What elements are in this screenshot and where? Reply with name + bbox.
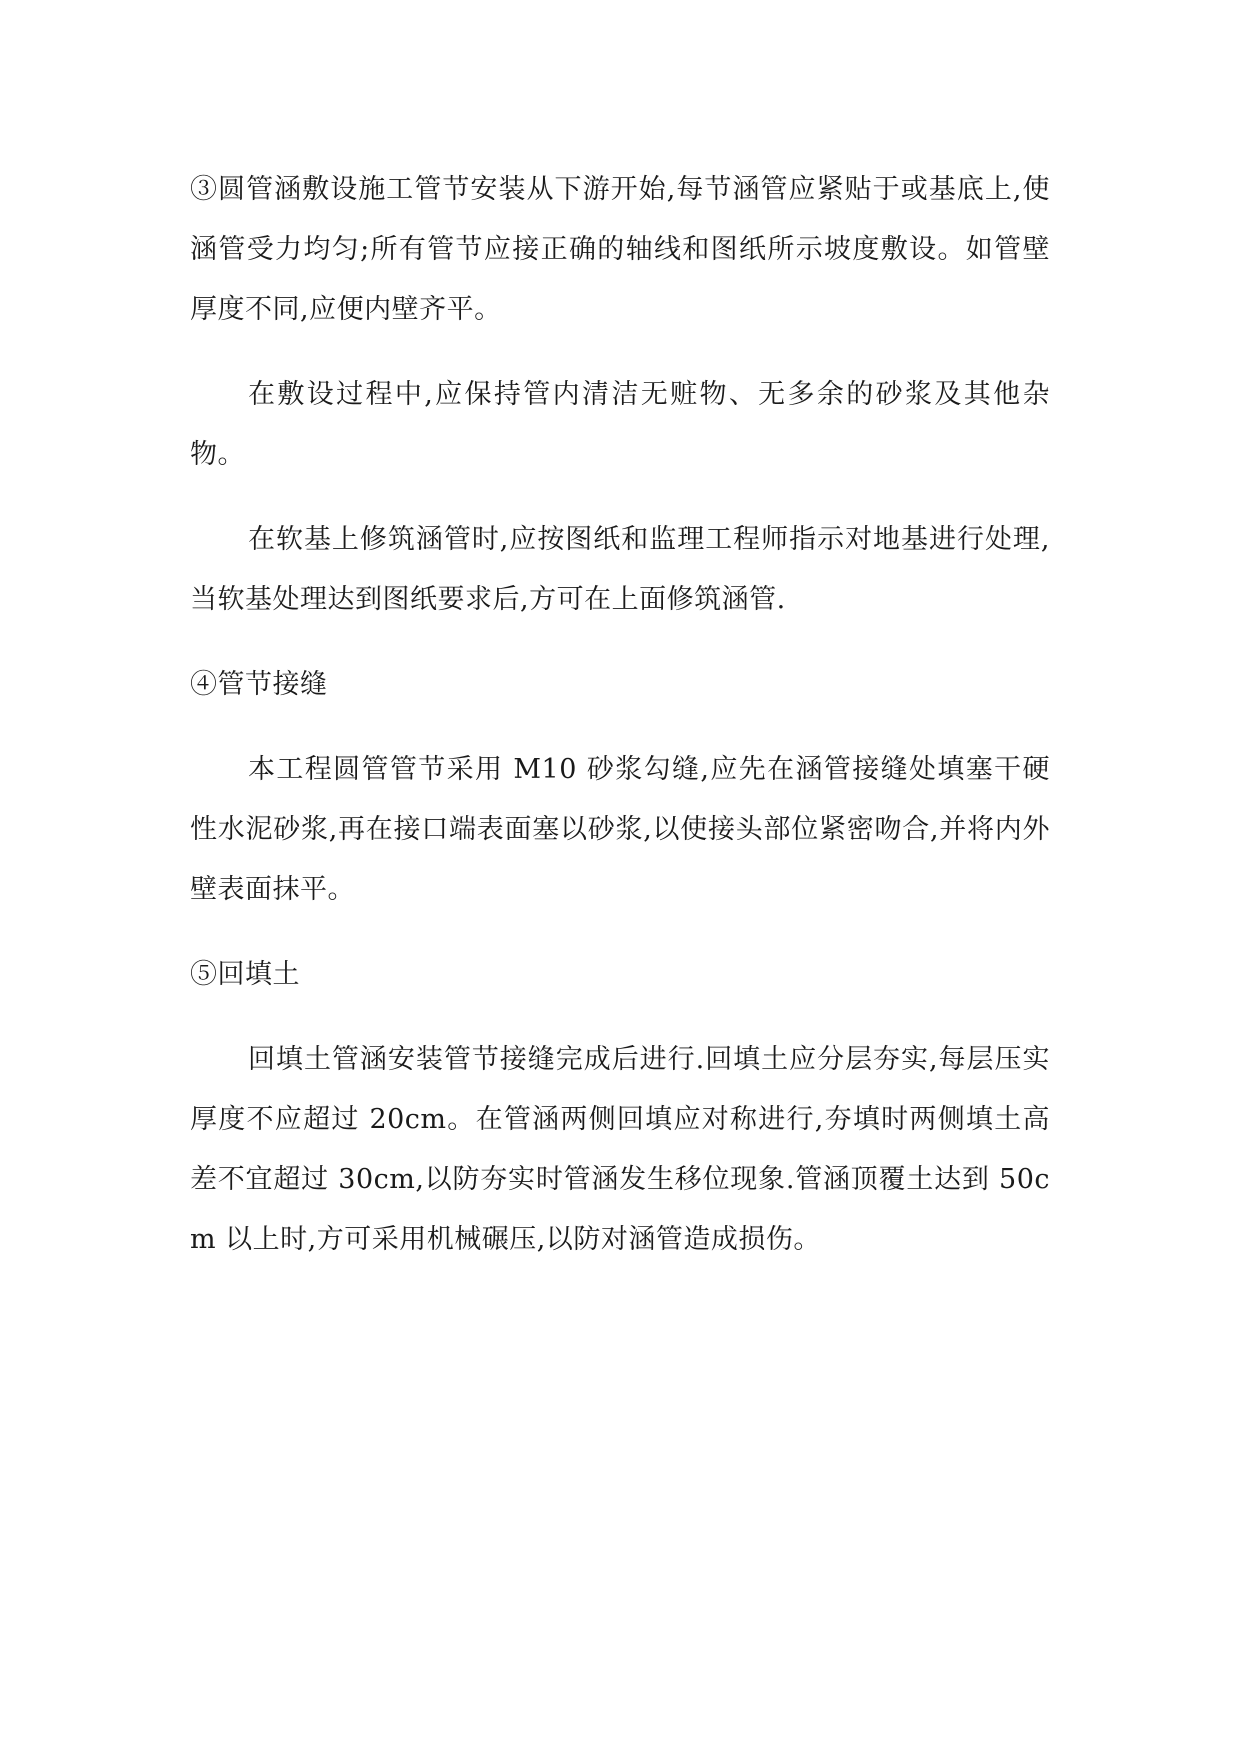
- paragraph-joint-mortar: 本工程圆管管节采用 M10 砂浆勾缝,应先在涵管接缝处填塞干硬性水泥砂浆,再在接口端表面塞以砂浆,以使接头部位紧密吻合,并将内外壁表面抹平。: [190, 754, 1050, 905]
- section-heading-joints: ④管节接缝: [190, 669, 328, 700]
- paragraph-backfill: 回填土管涵安装管节接缝完成后进行.回填土应分层夯实,每层压实厚度不应超过 20cm。在管涵两侧回填应对称进行,夯填时两侧填土高差不宜超过 30cm,以防夯实时管涵发生移位现象.管涵顶覆土达到 50cm 以上时,方可采用机械碾压,以防对涵管造成损伤。: [190, 1044, 1050, 1255]
- paragraph-soft-foundation: 在软基上修筑涵管时,应按图纸和监理工程师指示对地基进行处理,当软基处理达到图纸要求后,方可在上面修筑涵管.: [190, 524, 1050, 615]
- paragraph-cleanliness: 在敷设过程中,应保持管内清洁无赃物、无多余的砂浆及其他杂物。: [190, 379, 1050, 470]
- section-heading-backfill: ⑤回填土: [190, 959, 300, 990]
- paragraph-pipe-laying: ③圆管涵敷设施工管节安装从下游开始,每节涵管应紧贴于或基底上,使涵管受力均匀;所有管节应接正确的轴线和图纸所示坡度敷设。如管壁厚度不同,应便内壁齐平。: [190, 174, 1050, 325]
- document-body: [190, 160, 1050, 1295]
